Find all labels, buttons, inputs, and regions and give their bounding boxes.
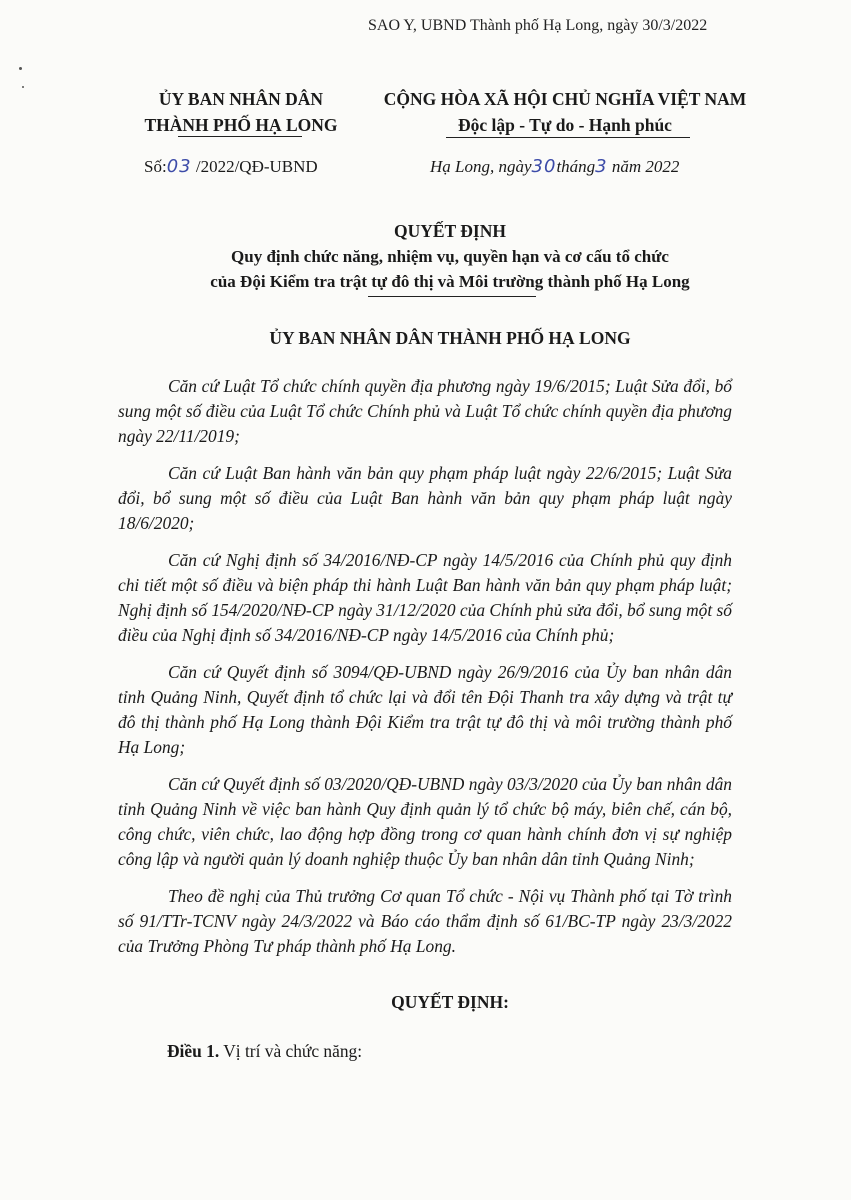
doc-number-prefix: Số: xyxy=(144,157,167,176)
title-main: QUYẾT ĐỊNH xyxy=(394,221,506,241)
article-1 xyxy=(167,1041,362,1062)
doc-number-handwritten: 03 xyxy=(166,156,192,177)
date-part1: Hạ Long, ngày xyxy=(430,157,532,176)
issuer-header xyxy=(116,86,366,138)
preamble xyxy=(118,374,732,971)
motto-underline xyxy=(446,137,690,138)
copy-stamp: SAO Y, UBND Thành phố Hạ Long, ngày 30/3/2022 xyxy=(368,17,708,34)
scan-speck xyxy=(19,67,22,70)
preamble-paragraph: Căn cứ Luật Ban hành văn bản quy phạm pháp luật ngày 22/6/2015; Luật Sửa đổi, bổ sung một số điều của Luật Ban hành văn bản quy phạm pháp luật ngày 18/6/2020; xyxy=(118,463,732,533)
title-sub1: Quy định chức năng, nhiệm vụ, quyền hạn và cơ cấu tổ chức xyxy=(231,247,669,266)
doc-number-suffix: /2022/QĐ-UBND xyxy=(191,157,318,176)
date-part2: tháng xyxy=(556,157,596,176)
article-1-text: Vị trí và chức năng: xyxy=(219,1041,363,1061)
national-header xyxy=(358,86,772,138)
national-line1: CỘNG HÒA XÃ HỘI CHỦ NGHĨA VIỆT NAM xyxy=(383,89,747,109)
preamble-paragraph: Căn cứ Nghị định số 34/2016/NĐ-CP ngày 14/5/2016 của Chính phủ quy định chi tiết một số điều và biện pháp thi hành Luật Ban hành văn bản quy phạm pháp luật; Nghị định số 154/2020/NĐ-CP ngày 31/12/2020 của Chính phủ sửa đổi, bổ sung một số điều của Nghị định số 34/2016/NĐ-CP ngày 14/5/2016 của Chính phủ; xyxy=(118,550,732,645)
preamble-paragraph: Căn cứ Luật Tổ chức chính quyền địa phương ngày 19/6/2015; Luật Sửa đổi, bổ sung một số điều của Luật Tổ chức Chính phủ và Luật Tổ chức chính quyền địa phương ngày 22/11/2019; xyxy=(118,376,732,446)
preamble-paragraph: Căn cứ Quyết định số 3094/QĐ-UBND ngày 26/9/2016 của Ủy ban nhân dân tỉnh Quảng Ninh, Quyết định tổ chức lại và đổi tên Đội Thanh tra xây dựng và trật tự đô thị thành phố Hạ Long thành Đội Kiểm tra trật tự đô thị và môi trường thành phố Hạ Long; xyxy=(118,662,732,757)
issue-date xyxy=(430,156,679,177)
issuer-underline xyxy=(178,136,302,137)
document-number xyxy=(144,156,318,177)
issuing-authority: ỦY BAN NHÂN DÂN THÀNH PHỐ HẠ LONG xyxy=(269,328,631,348)
title-underline xyxy=(368,296,536,297)
date-month-handwritten: 3 xyxy=(595,156,608,177)
scan-speck xyxy=(22,86,24,88)
preamble-paragraph: Theo đề nghị của Thủ trưởng Cơ quan Tổ chức - Nội vụ Thành phố tại Tờ trình số 91/TTr-TCNV ngày 24/3/2022 và Báo cáo thẩm định số 61/BC-TP ngày 23/3/2022 của Trưởng Phòng Tư pháp thành phố Hạ Long. xyxy=(118,886,732,956)
title-sub2: của Đội Kiểm tra trật tự đô thị và Môi trường thành phố Hạ Long xyxy=(210,272,690,291)
date-day-handwritten: 30 xyxy=(531,156,557,177)
preamble-paragraph: Căn cứ Quyết định số 03/2020/QĐ-UBND ngày 03/3/2020 của Ủy ban nhân dân tỉnh Quảng Ninh về việc ban hành Quy định quản lý tổ chức bộ máy, biên chế, cán bộ, công chức, viên chức, lao động hợp đồng trong cơ quan hành chính đơn vị sự nghiệp công lập và người quản lý doanh nghiệp thuộc Ủy ban nhân dân tỉnh Quảng Ninh; xyxy=(118,774,732,869)
issuer-line1: ỦY BAN NHÂN DÂN xyxy=(158,89,324,109)
article-1-label: Điều 1. xyxy=(167,1041,220,1061)
decide-heading: QUYẾT ĐỊNH: xyxy=(391,992,509,1012)
date-part3: năm 2022 xyxy=(611,157,680,176)
decision-title xyxy=(100,218,800,294)
national-motto: Độc lập - Tự do - Hạnh phúc xyxy=(458,115,672,135)
issuer-line2: THÀNH PHỐ HẠ LONG xyxy=(144,115,338,135)
